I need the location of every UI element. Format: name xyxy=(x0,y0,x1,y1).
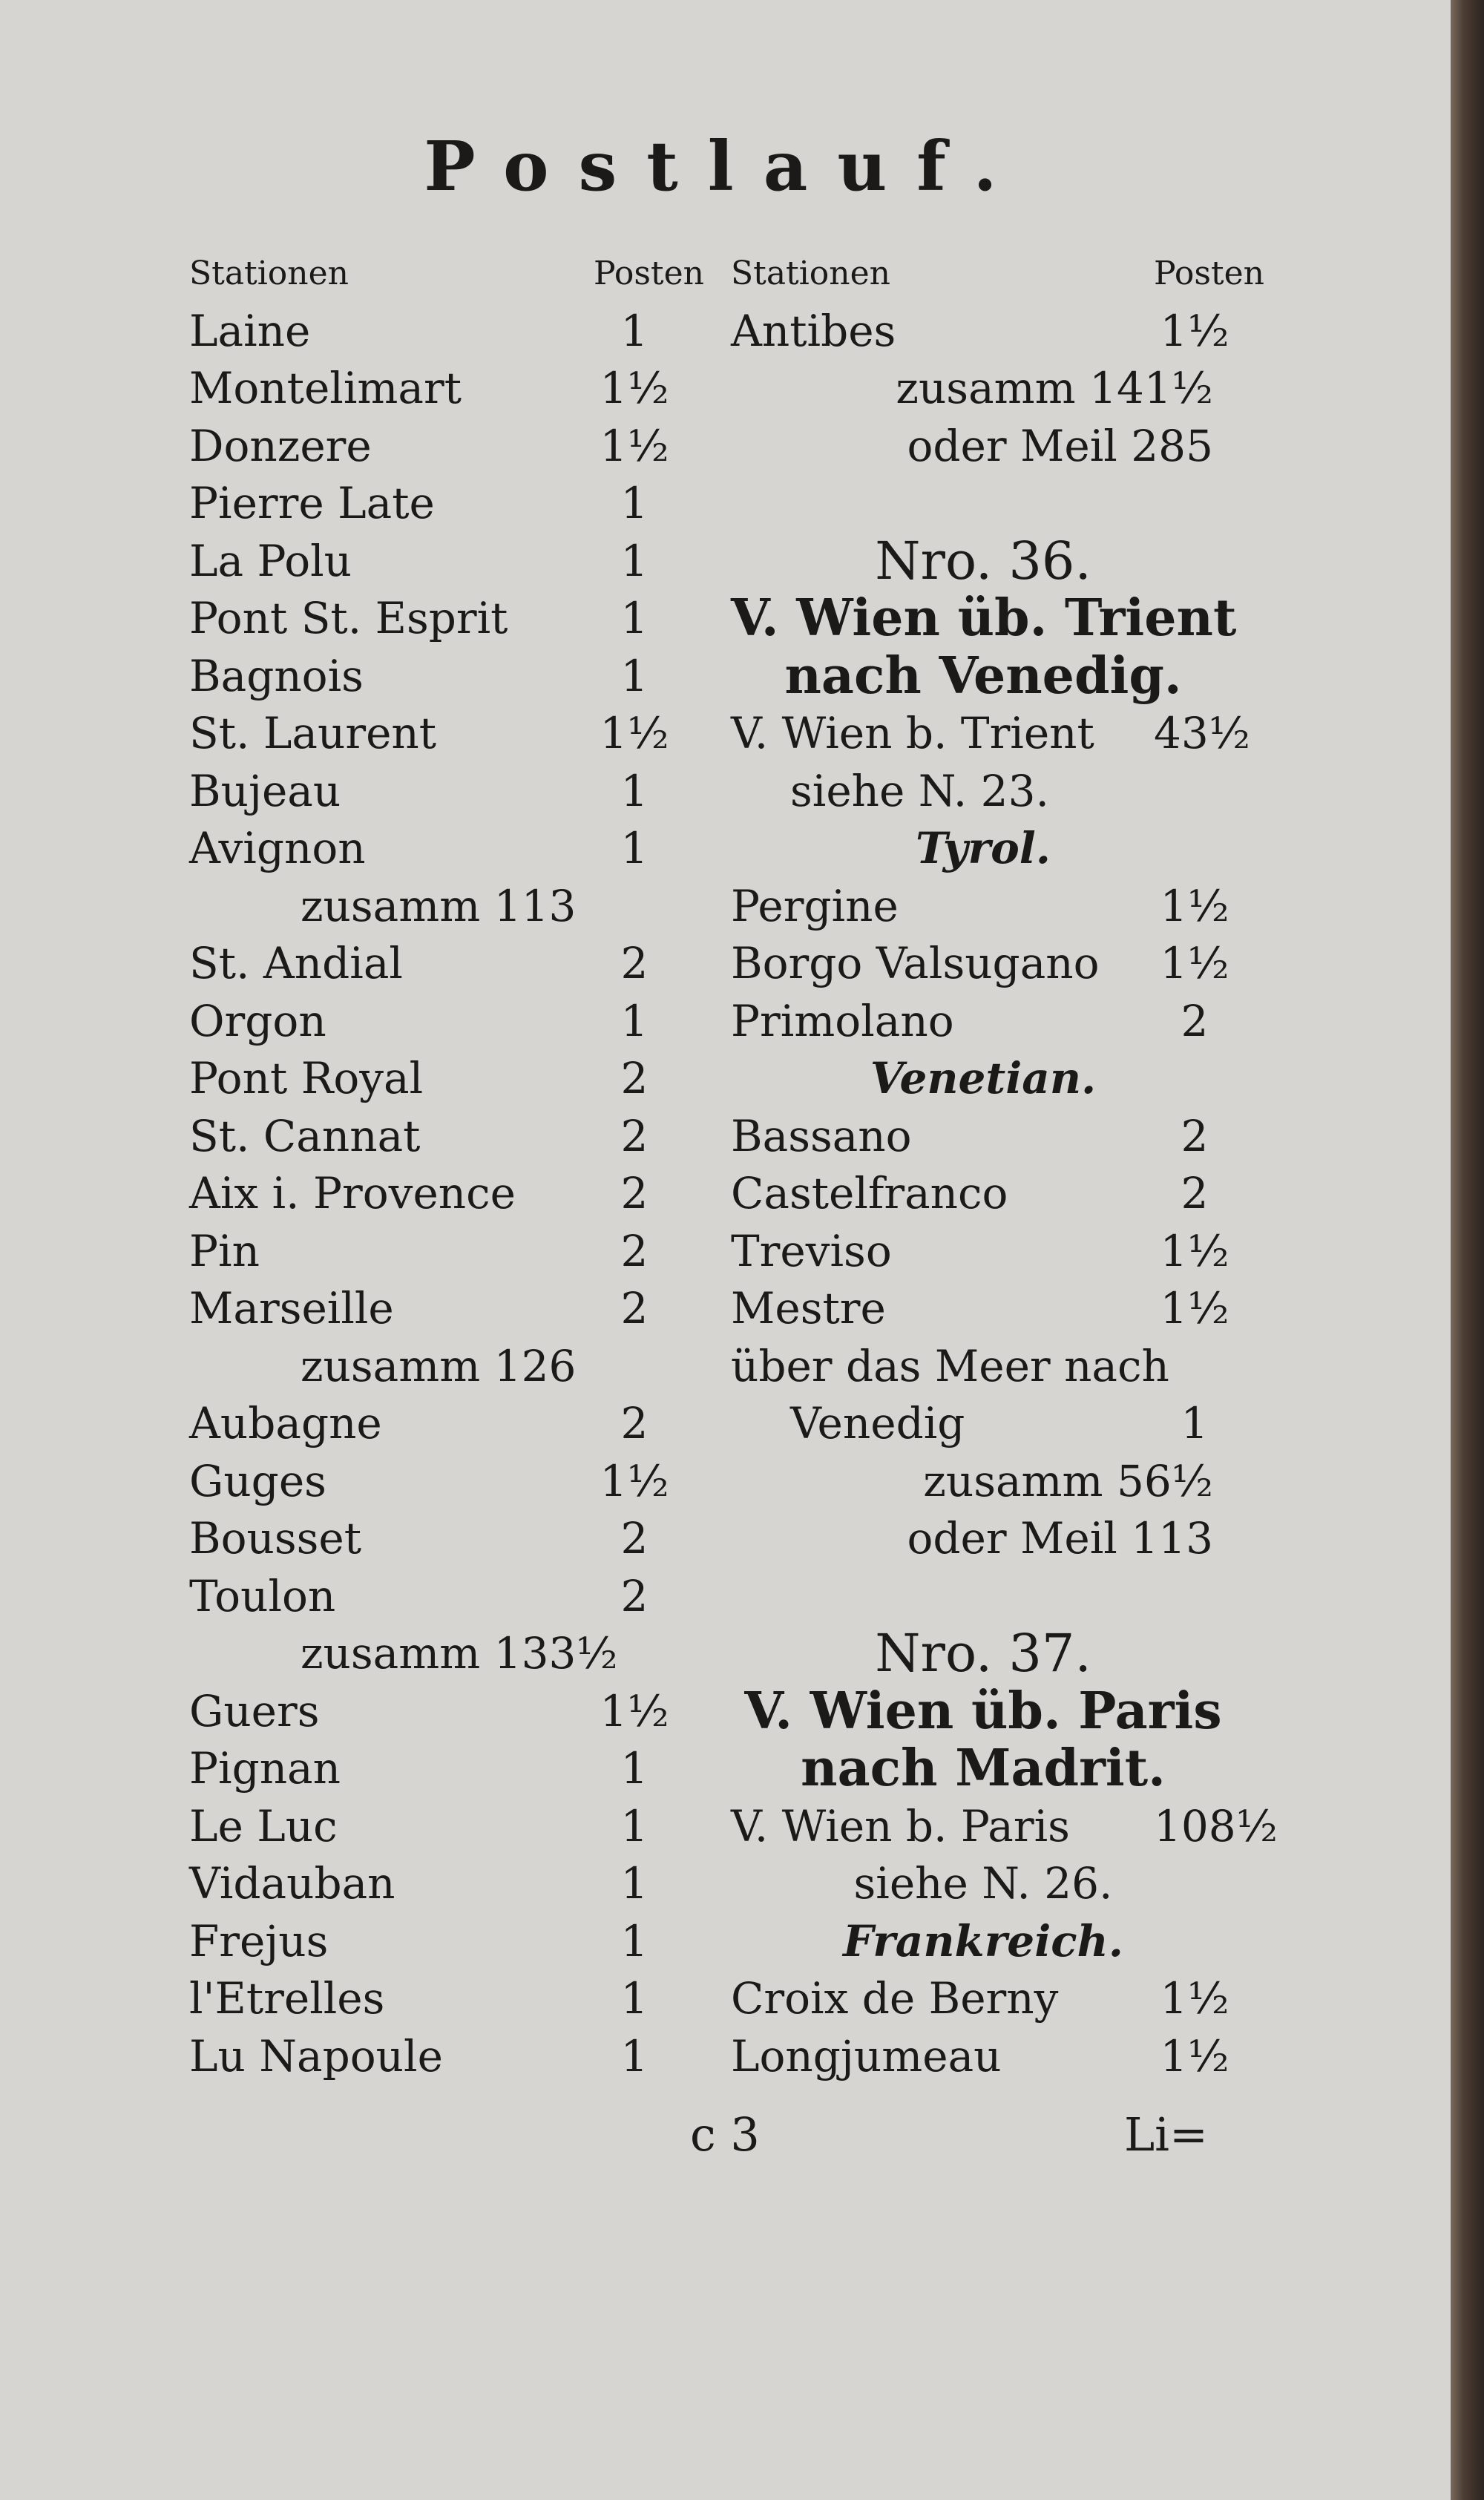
country-heading: Frankreich. xyxy=(843,1915,1123,1966)
station-row xyxy=(731,2028,1235,2086)
station-name: Donzere xyxy=(189,420,372,471)
catchword: Li= xyxy=(1124,2107,1208,2162)
route-heading: V. Wien üb. Paris xyxy=(744,1681,1222,1741)
station-name: Croix de Berny xyxy=(731,1973,1059,2024)
station-row xyxy=(189,418,679,476)
station-name: La Polu xyxy=(189,535,352,586)
reference-see: siehe N. 26. xyxy=(853,1858,1113,1909)
station-posts: 1 xyxy=(620,478,649,528)
station-posts: 1½ xyxy=(1160,2030,1229,2081)
station-posts: 1½ xyxy=(1160,1973,1229,2024)
right-column xyxy=(731,245,1278,2085)
station-row xyxy=(189,533,679,591)
station-posts: 1 xyxy=(1181,1398,1209,1449)
station-name: Bousset xyxy=(189,1513,362,1564)
station-name: Castelfranco xyxy=(731,1168,1008,1218)
station-row xyxy=(189,1970,679,2028)
station-name: Pont Royal xyxy=(189,1053,424,1103)
right-column-header xyxy=(731,245,1264,303)
spacer-row xyxy=(731,1568,1235,1626)
route-note: über das Meer nach xyxy=(731,1340,1169,1391)
station-row xyxy=(189,1108,679,1166)
station-row xyxy=(189,1855,679,1913)
station-row xyxy=(189,1050,679,1108)
reference-row xyxy=(731,1798,1278,1856)
station-name: Mestre xyxy=(731,1283,886,1333)
subtotal-row xyxy=(189,1625,679,1683)
route-heading-row xyxy=(731,1740,1235,1798)
posts-header: Posten xyxy=(1154,255,1264,292)
station-row xyxy=(189,1280,679,1338)
station-name: Treviso xyxy=(731,1225,892,1276)
route-heading: nach Venedig. xyxy=(784,646,1182,706)
posts-header: Posten xyxy=(594,255,704,292)
station-name: Bassano xyxy=(731,1110,912,1161)
station-name: Bagnois xyxy=(189,650,364,701)
station-name: Pignan xyxy=(189,1743,341,1794)
station-row xyxy=(189,1798,679,1856)
station-posts: 2 xyxy=(620,1168,649,1218)
station-posts: 2 xyxy=(620,1570,649,1621)
spacer-row xyxy=(731,475,1235,533)
left-column-header xyxy=(189,245,704,303)
station-name: Longjumeau xyxy=(731,2030,1002,2081)
station-name: Toulon xyxy=(189,1570,336,1621)
page-edge xyxy=(1451,0,1484,2500)
station-posts: 1½ xyxy=(1160,938,1229,988)
station-posts: 1 xyxy=(620,995,649,1046)
total-row xyxy=(731,1453,1235,1511)
station-posts: 1½ xyxy=(600,363,669,413)
station-posts: 1½ xyxy=(1160,1225,1229,1276)
station-posts: 1 xyxy=(620,1973,649,2024)
station-posts: 1½ xyxy=(1160,1283,1229,1333)
country-row xyxy=(731,1913,1235,1971)
station-posts: 1½ xyxy=(1160,305,1229,356)
station-row xyxy=(189,1913,679,1971)
subtotal: zusamm 133½ xyxy=(301,1628,618,1679)
station-row xyxy=(731,1108,1235,1166)
station-posts: 1 xyxy=(620,823,649,873)
station-name: Orgon xyxy=(189,995,326,1046)
stations-header: Stationen xyxy=(731,255,891,292)
route-heading: nach Madrit. xyxy=(801,1739,1166,1798)
station-row xyxy=(189,705,679,763)
station-row xyxy=(731,1280,1235,1338)
station-posts: 2 xyxy=(1181,1110,1209,1161)
reference-see: siehe N. 23. xyxy=(790,765,1049,816)
station-posts: 2 xyxy=(620,1110,649,1161)
station-posts: 1½ xyxy=(1160,880,1229,931)
route-number: Nro. 36. xyxy=(875,530,1091,591)
country-heading: Tyrol. xyxy=(916,823,1051,873)
station-row xyxy=(731,878,1235,936)
subtotal: zusamm 126 xyxy=(301,1340,577,1391)
station-row xyxy=(189,1683,679,1741)
station-posts: 1½ xyxy=(600,420,669,471)
subtotal-row xyxy=(189,1338,679,1396)
station-posts: 1 xyxy=(620,1800,649,1851)
station-row xyxy=(189,1395,679,1453)
total-row xyxy=(731,418,1235,476)
station-posts: 1 xyxy=(620,1915,649,1966)
reference-see-row xyxy=(731,763,1235,821)
station-posts: 1 xyxy=(620,1743,649,1794)
station-name: Marseille xyxy=(189,1283,394,1333)
station-posts: 1 xyxy=(620,1858,649,1909)
station-posts: 2 xyxy=(1181,995,1209,1046)
station-name: Le Luc xyxy=(189,1800,338,1851)
route-heading-row xyxy=(731,648,1235,706)
station-row xyxy=(189,1223,679,1281)
route-number-row xyxy=(731,530,1235,591)
station-name: Avignon xyxy=(189,823,366,873)
left-column xyxy=(189,245,704,2085)
station-name: Pont St. Esprit xyxy=(189,593,508,643)
station-row xyxy=(189,993,679,1051)
total-row xyxy=(731,1510,1235,1568)
station-name: Pin xyxy=(189,1225,260,1276)
station-name: Primolano xyxy=(731,995,954,1046)
station-posts: 1½ xyxy=(600,1685,669,1736)
reference-see-row xyxy=(731,1855,1235,1913)
station-row xyxy=(189,1740,679,1798)
route-total: zusamm 141½ xyxy=(896,363,1213,413)
station-row xyxy=(731,1223,1235,1281)
total-row xyxy=(731,360,1235,418)
station-row xyxy=(189,475,679,533)
station-name: l'Etrelles xyxy=(189,1973,385,2024)
station-name: Venedig xyxy=(790,1398,965,1449)
station-row xyxy=(189,1453,679,1511)
station-name: Borgo Valsugano xyxy=(731,938,1100,988)
reference-name: V. Wien b. Paris xyxy=(731,1800,1070,1851)
route-number: Nro. 37. xyxy=(875,1623,1091,1684)
station-row xyxy=(189,1568,679,1626)
station-name: Montelimart xyxy=(189,363,462,413)
station-row xyxy=(189,763,679,821)
route-heading-row xyxy=(731,1683,1235,1741)
subtotal-row xyxy=(189,878,679,936)
page-title: Postlauf. xyxy=(424,126,1027,206)
station-posts: 1 xyxy=(620,765,649,816)
reference-posts: 108½ xyxy=(1154,1800,1278,1851)
route-heading-row xyxy=(731,590,1235,648)
station-row xyxy=(731,303,1235,361)
station-name: St. Laurent xyxy=(189,708,437,758)
reference-posts: 43½ xyxy=(1154,708,1251,758)
station-posts: 2 xyxy=(620,1513,649,1564)
country-heading: Venetian. xyxy=(870,1053,1097,1103)
route-heading: V. Wien üb. Trient xyxy=(731,588,1237,648)
station-row xyxy=(189,1510,679,1568)
station-name: St. Cannat xyxy=(189,1110,421,1161)
station-name: Vidauban xyxy=(189,1858,395,1909)
station-name: Aubagne xyxy=(189,1398,382,1449)
station-posts: 2 xyxy=(620,1225,649,1276)
station-row xyxy=(189,1165,679,1223)
station-name: Guges xyxy=(189,1455,326,1506)
station-posts: 1 xyxy=(620,535,649,586)
station-name: Aix i. Provence xyxy=(189,1168,516,1218)
station-row xyxy=(731,1970,1235,2028)
station-name: Laine xyxy=(189,305,311,356)
station-row xyxy=(189,2028,679,2086)
station-posts: 2 xyxy=(620,1053,649,1103)
station-row xyxy=(189,303,679,361)
station-row xyxy=(189,590,679,648)
route-total: zusamm 56½ xyxy=(923,1455,1213,1506)
station-posts: 1 xyxy=(620,593,649,643)
stations-header: Stationen xyxy=(189,255,349,292)
country-row xyxy=(731,820,1235,878)
route-total-miles: oder Meil 285 xyxy=(907,420,1213,471)
station-posts: 2 xyxy=(620,938,649,988)
text-row xyxy=(731,1338,1235,1396)
station-name: Lu Napoule xyxy=(189,2030,443,2081)
station-name: Antibes xyxy=(731,305,896,356)
route-total-miles: oder Meil 113 xyxy=(907,1513,1213,1564)
station-row xyxy=(731,1165,1235,1223)
station-posts: 1½ xyxy=(600,1455,669,1506)
station-posts: 1 xyxy=(620,650,649,701)
station-posts: 2 xyxy=(620,1398,649,1449)
reference-name: V. Wien b. Trient xyxy=(731,708,1094,758)
station-posts: 1 xyxy=(620,2030,649,2081)
station-posts: 2 xyxy=(620,1283,649,1333)
station-row xyxy=(189,648,679,706)
reference-row xyxy=(731,705,1251,763)
subtotal: zusamm 113 xyxy=(301,880,577,931)
station-name: Guers xyxy=(189,1685,320,1736)
country-row xyxy=(731,1050,1235,1108)
station-name: St. Andial xyxy=(189,938,403,988)
station-posts: 1½ xyxy=(600,708,669,758)
station-row xyxy=(189,935,679,993)
station-name: Bujeau xyxy=(189,765,341,816)
station-name: Pergine xyxy=(731,880,899,931)
station-name: Pierre Late xyxy=(189,478,435,528)
signature-mark: c 3 xyxy=(690,2107,760,2162)
station-name: Frejus xyxy=(189,1915,329,1966)
station-posts: 2 xyxy=(1181,1168,1209,1218)
station-row xyxy=(189,360,679,418)
station-row xyxy=(189,820,679,878)
station-row xyxy=(731,1395,1235,1453)
route-number-row xyxy=(731,1625,1235,1683)
station-row xyxy=(731,993,1235,1051)
station-posts: 1 xyxy=(620,305,649,356)
station-row xyxy=(731,935,1235,993)
